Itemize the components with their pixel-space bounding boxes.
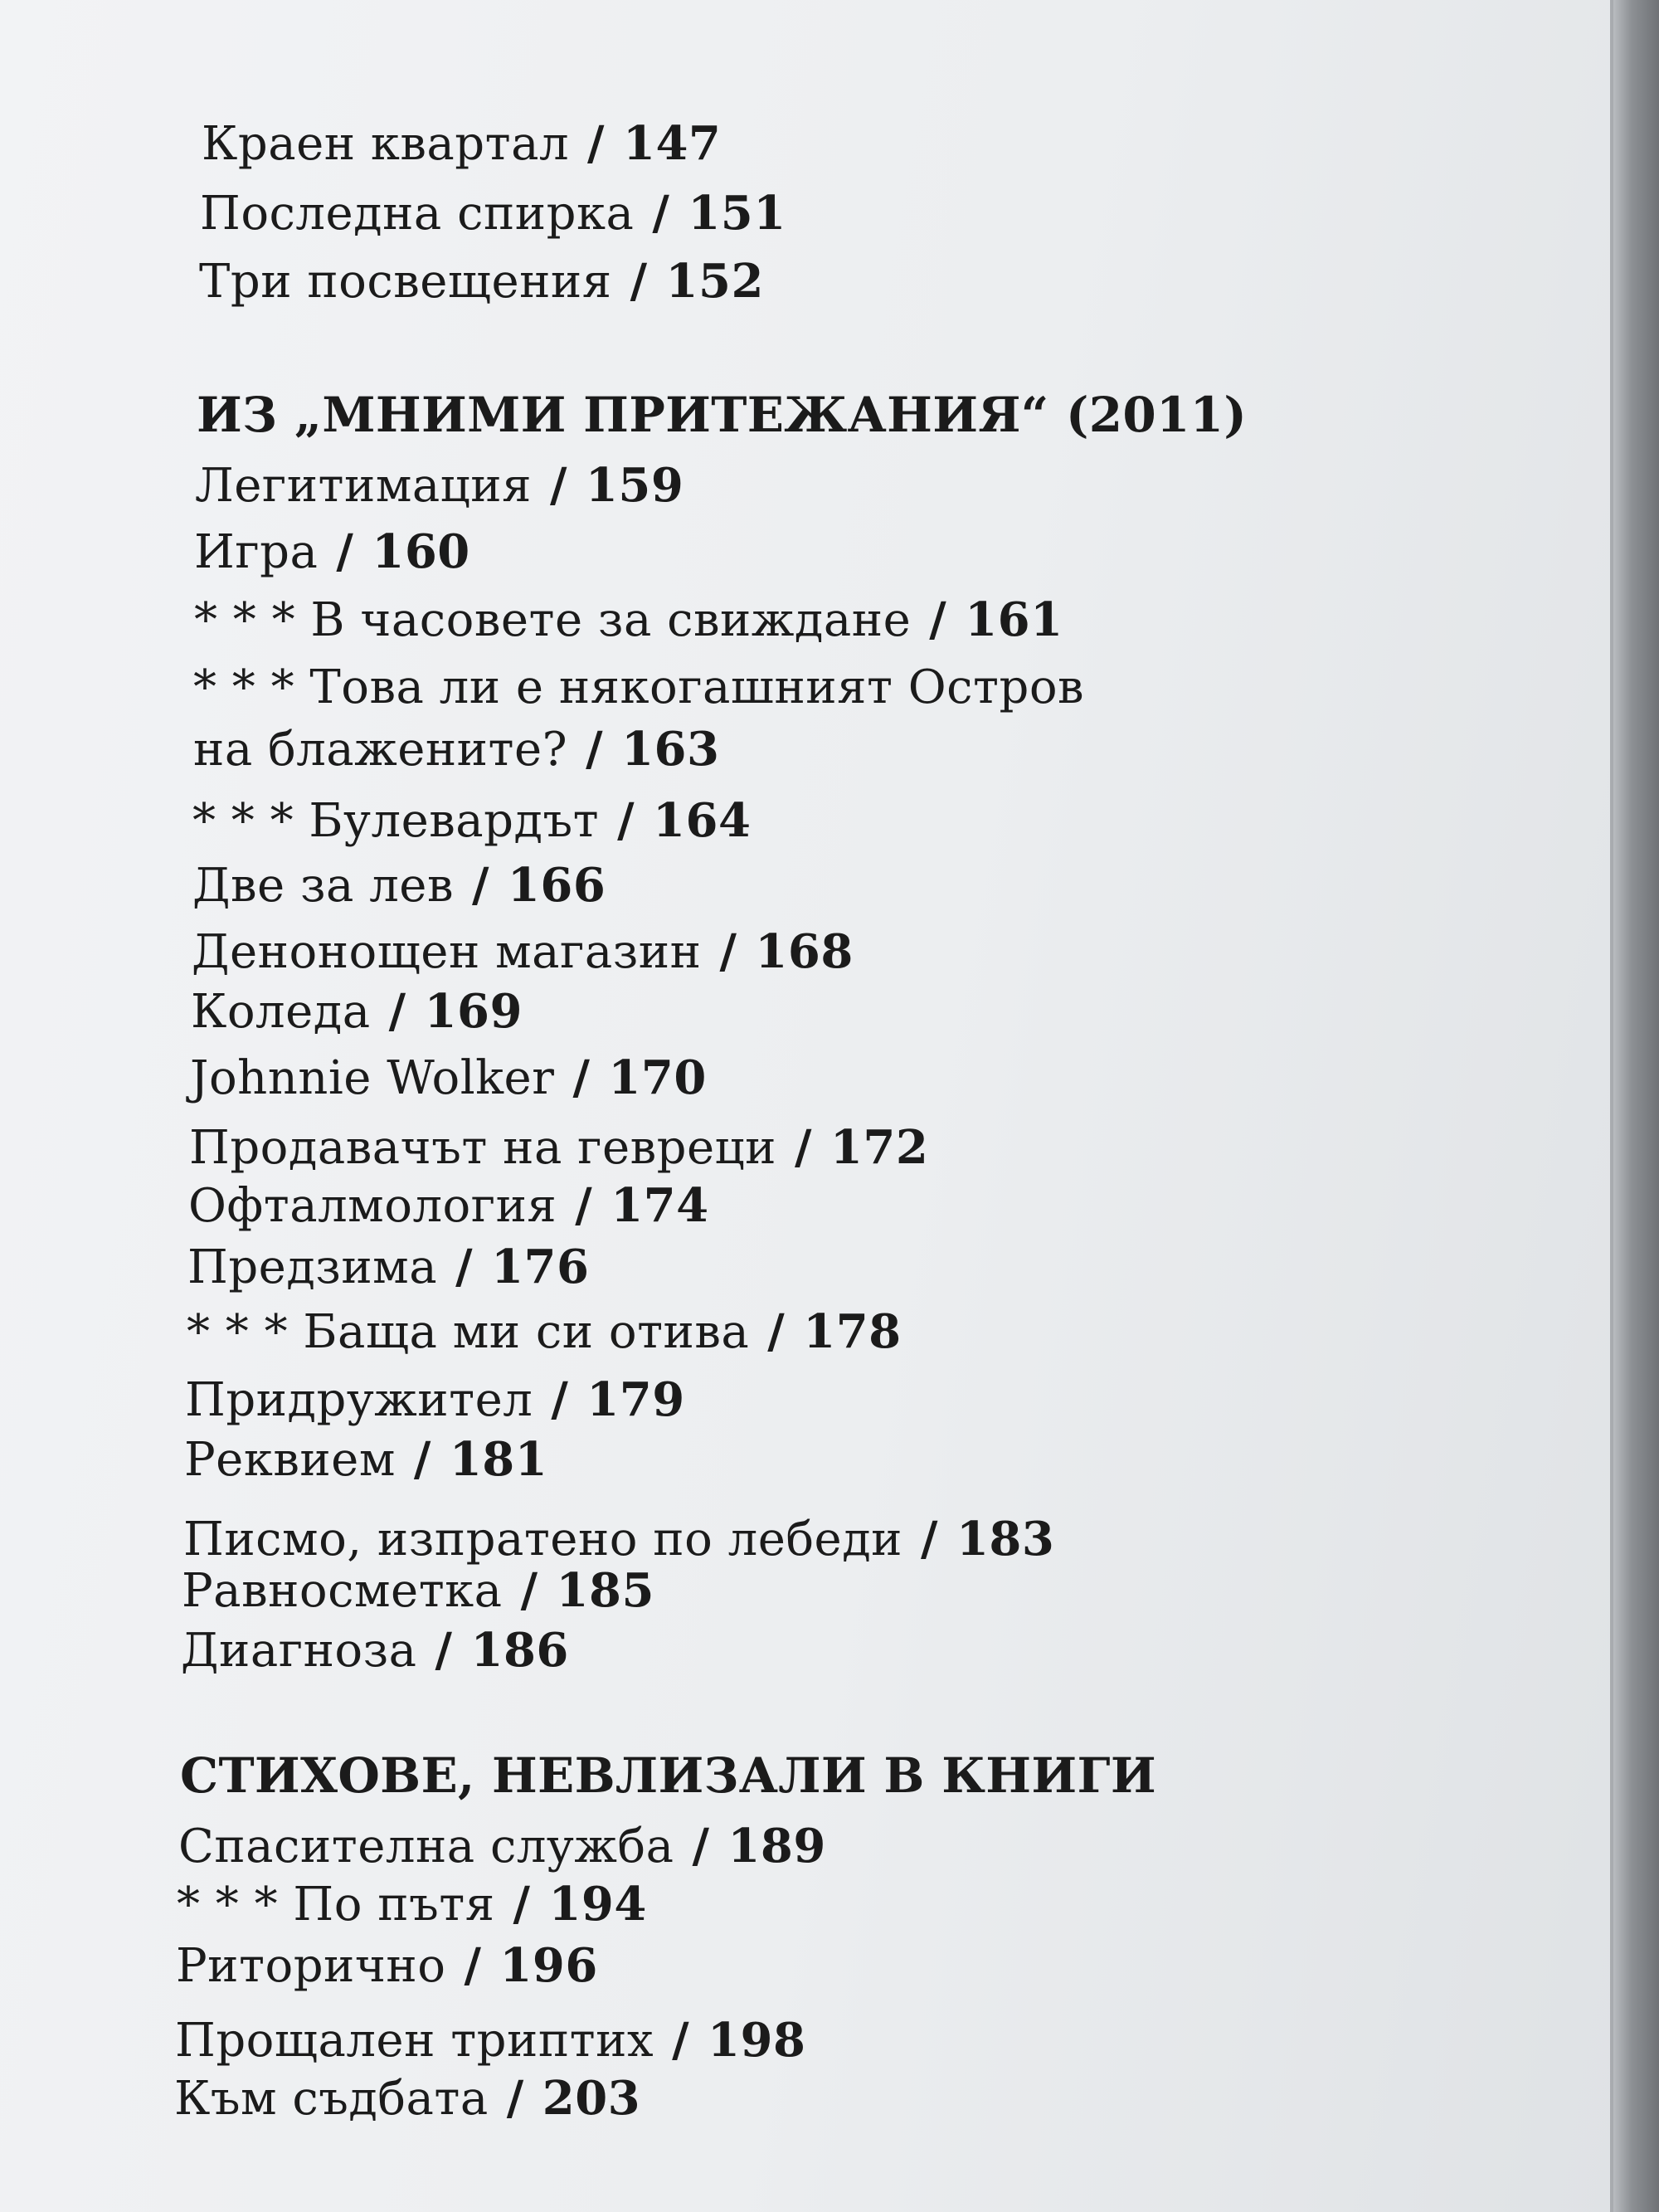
toc-entry bbox=[178, 1819, 826, 1873]
toc-page-number: 198 bbox=[708, 2013, 806, 2068]
toc-page-number: 147 bbox=[623, 116, 722, 171]
toc-separator: / bbox=[464, 1938, 482, 1993]
toc-entry-title: Риторично bbox=[176, 1939, 446, 1993]
section-heading: СТИХОВЕ, НЕВЛИЗАЛИ В КНИГИ bbox=[180, 1747, 1156, 1804]
toc-entry bbox=[191, 984, 523, 1039]
toc-page-number: 179 bbox=[586, 1372, 685, 1427]
toc-entry bbox=[187, 1304, 902, 1359]
toc-entry bbox=[182, 1563, 654, 1618]
toc-page-number: 159 bbox=[585, 458, 684, 513]
toc-separator: / bbox=[575, 1178, 593, 1233]
toc-page-number: 163 bbox=[621, 722, 720, 777]
toc-entry-title-continued: на блажените? bbox=[193, 723, 568, 777]
toc-entry bbox=[177, 1877, 647, 1932]
toc-entry-title: Спасителна служба bbox=[178, 1820, 674, 1873]
toc-separator: / bbox=[652, 186, 670, 241]
toc-entry-title: Коледа bbox=[191, 985, 371, 1039]
toc-page-number: 151 bbox=[688, 186, 786, 241]
toc-separator: / bbox=[630, 254, 648, 309]
toc-entry bbox=[194, 592, 1063, 647]
toc-entry bbox=[193, 660, 1084, 777]
toc-separator: / bbox=[617, 793, 635, 848]
toc-separator: / bbox=[692, 1819, 710, 1873]
toc-entry-title: Прощален триптих bbox=[175, 2014, 654, 2068]
toc-entry-title: Игра bbox=[194, 525, 319, 579]
toc-page-number: 203 bbox=[542, 2071, 641, 2126]
toc-entry bbox=[194, 524, 470, 579]
toc-entry-title: * * * В часовете за свиждане bbox=[194, 593, 912, 647]
toc-entry bbox=[199, 254, 764, 309]
toc-entry bbox=[190, 1050, 707, 1105]
toc-page-number: 168 bbox=[755, 924, 854, 979]
toc-separator: / bbox=[413, 1432, 431, 1487]
toc-entry bbox=[174, 2071, 640, 2126]
toc-separator: / bbox=[551, 1372, 569, 1427]
toc-page-number: 183 bbox=[956, 1512, 1055, 1566]
toc-separator: / bbox=[672, 2013, 690, 2068]
toc-page-number: 189 bbox=[727, 1819, 826, 1873]
toc-entry bbox=[192, 858, 606, 913]
toc-separator: / bbox=[471, 858, 489, 913]
toc-entry bbox=[189, 1120, 928, 1175]
toc-separator: / bbox=[929, 592, 947, 647]
toc-entry bbox=[183, 1512, 1054, 1566]
toc-page-number: 164 bbox=[653, 793, 752, 848]
toc-separator: / bbox=[719, 924, 737, 979]
toc-page-number: 194 bbox=[548, 1877, 647, 1932]
toc-separator: / bbox=[435, 1623, 453, 1678]
toc-separator: / bbox=[586, 722, 604, 777]
toc-separator: / bbox=[506, 2071, 524, 2126]
toc-entry-title: Предзима bbox=[187, 1240, 438, 1294]
toc-entry bbox=[187, 1240, 589, 1294]
toc-entry-title: Денонощен магазин bbox=[192, 925, 702, 979]
toc-page-number: 170 bbox=[608, 1050, 707, 1105]
toc-entry bbox=[192, 793, 751, 848]
toc-page-number: 186 bbox=[470, 1623, 569, 1678]
toc-entry bbox=[175, 2013, 805, 2068]
toc-page-number: 181 bbox=[449, 1432, 548, 1487]
toc-separator: / bbox=[520, 1563, 538, 1618]
toc-entry-title: * * * Това ли е някогашният Остров bbox=[193, 660, 1085, 714]
toc-separator: / bbox=[794, 1120, 812, 1175]
toc-separator: / bbox=[572, 1050, 591, 1105]
toc-entry bbox=[185, 1372, 685, 1427]
toc-entry bbox=[176, 1938, 598, 1993]
toc-separator: / bbox=[388, 984, 406, 1039]
toc-page-number: 166 bbox=[507, 858, 606, 913]
toc-entry-title: Продавачът на гевреци bbox=[189, 1121, 776, 1175]
toc-entry bbox=[202, 116, 721, 171]
toc-separator: / bbox=[767, 1304, 786, 1359]
toc-separator: / bbox=[587, 116, 605, 171]
toc-page-number: 172 bbox=[830, 1120, 929, 1175]
toc-entry-title: Към съдбата bbox=[174, 2072, 489, 2126]
toc-entry bbox=[200, 186, 786, 241]
toc-entry-title: Легитимация bbox=[195, 459, 532, 513]
toc-entry bbox=[195, 458, 684, 513]
toc-entry bbox=[181, 1623, 569, 1678]
toc-entry-title: Последна спирка bbox=[200, 187, 635, 241]
toc-page-number: 174 bbox=[611, 1178, 709, 1233]
toc-entry bbox=[188, 1178, 709, 1233]
toc-page-number: 178 bbox=[803, 1304, 902, 1359]
toc-page-number: 160 bbox=[372, 524, 470, 579]
toc-separator: / bbox=[336, 524, 354, 579]
toc-entry-title: Две за лев bbox=[192, 859, 454, 913]
toc-entry-title: Равносметка bbox=[182, 1564, 503, 1618]
toc-entry-title: Реквием bbox=[184, 1433, 396, 1487]
toc-entry-title: * * * Баща ми си отива bbox=[187, 1305, 750, 1359]
toc-entry-title: Диагноза bbox=[181, 1624, 417, 1678]
toc-entry-title: Краен квартал bbox=[202, 117, 570, 171]
toc-page-number: 152 bbox=[665, 254, 764, 309]
toc-page-number: 176 bbox=[491, 1240, 590, 1294]
toc-entry-title: Писмо, изпратено по лебеди bbox=[183, 1513, 902, 1566]
toc-page-number: 161 bbox=[965, 592, 1063, 647]
toc-entry-title: * * * Булевардът bbox=[192, 794, 600, 848]
toc-entry-title: Три посвещения bbox=[199, 255, 612, 309]
toc-entry-title: Johnnie Wolker bbox=[190, 1051, 555, 1105]
toc-entry bbox=[192, 924, 854, 979]
toc-entry bbox=[184, 1432, 547, 1487]
toc-separator: / bbox=[549, 458, 567, 513]
toc-separator: / bbox=[455, 1240, 474, 1294]
section-heading: ИЗ „МНИМИ ПРИТЕЖАНИЯ“ (2011) bbox=[197, 387, 1248, 443]
toc-page-number: 185 bbox=[556, 1563, 654, 1618]
toc-page-number: 196 bbox=[499, 1938, 598, 1993]
toc-separator: / bbox=[513, 1877, 531, 1932]
toc-entry-title: * * * По пътя bbox=[177, 1878, 495, 1932]
toc-entry-title: Офталмология bbox=[188, 1179, 557, 1233]
book-edge bbox=[1613, 0, 1659, 2212]
toc-page-number: 169 bbox=[424, 984, 523, 1039]
toc-entry-title: Придружител bbox=[185, 1373, 533, 1427]
toc-separator: / bbox=[921, 1512, 938, 1566]
